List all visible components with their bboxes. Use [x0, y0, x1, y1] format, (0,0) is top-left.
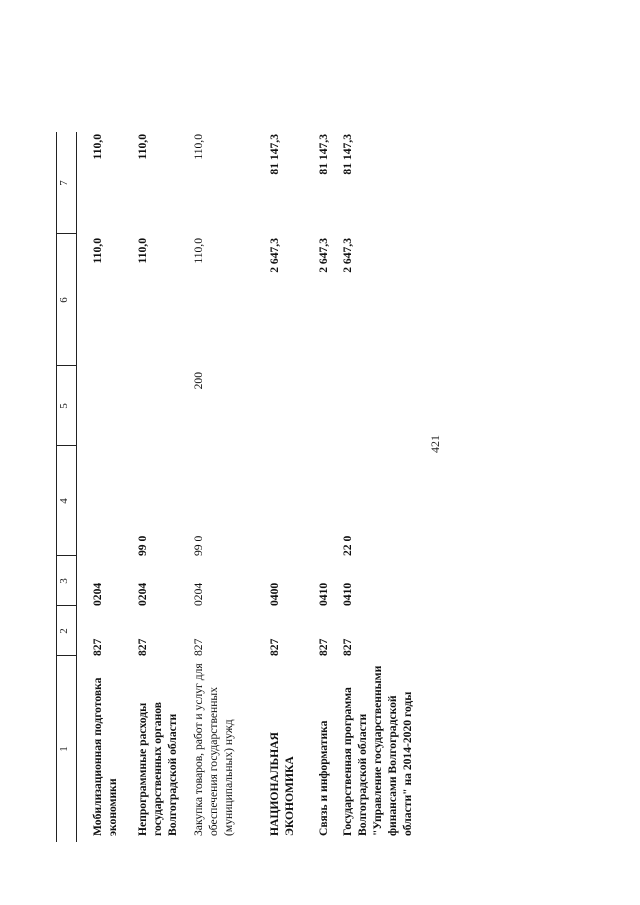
row-code-4: 99 0	[136, 535, 149, 556]
row-name: Государственная программа Волгоградской области "Управление государственными финансами Волгоградской области" на 2014-2020 годы	[341, 665, 414, 836]
budget-table-wrapper	[56, 132, 412, 842]
row-code-3: 0204	[91, 582, 104, 606]
row-amount-6: 110,0	[91, 238, 104, 264]
row-code-3: 0410	[317, 582, 330, 606]
row-code-3: 0204	[192, 582, 205, 606]
row-code-2: 827	[91, 638, 104, 656]
row-code-2: 827	[136, 638, 149, 656]
budget-table	[56, 132, 412, 842]
row-amount-7: 110,0	[192, 134, 205, 160]
row-amount-6: 110,0	[136, 238, 149, 264]
header-col-7: 7	[58, 180, 70, 186]
row-code-2: 827	[192, 638, 205, 656]
row-code-2: 827	[341, 638, 354, 656]
row-name: Непрограммные расходы государственных органов Волгоградской области	[136, 701, 179, 836]
header-col-3: 3	[58, 578, 70, 584]
row-name: Мобилизационная подготовка экономики	[91, 677, 119, 836]
header-col-6: 6	[58, 297, 70, 303]
header-col-1: 1	[58, 746, 70, 752]
row-amount-7: 81 147,3	[341, 134, 354, 175]
row-code-5: 200	[192, 372, 205, 390]
header-col-2: 2	[58, 628, 70, 634]
row-name: Закупка товаров, работ и услуг для обеспечения государственных (муниципальных) нужд	[192, 663, 235, 836]
row-code-3: 0400	[268, 582, 281, 606]
page-number: 421	[427, 435, 442, 453]
row-amount-6: 2 647,3	[317, 238, 330, 273]
row-amount-7: 81 147,3	[268, 134, 281, 175]
row-code-3: 0204	[136, 582, 149, 606]
row-amount-6: 110,0	[192, 238, 205, 264]
row-amount-6: 2 647,3	[341, 238, 354, 273]
row-amount-7: 110,0	[91, 134, 104, 160]
row-code-3: 0410	[341, 582, 354, 606]
header-col-4: 4	[58, 498, 70, 504]
row-name: НАЦИОНАЛЬНАЯ ЭКОНОМИКА	[268, 732, 296, 836]
row-code-2: 827	[268, 638, 281, 656]
row-amount-7: 110,0	[136, 134, 149, 160]
row-code-4: 99 0	[192, 535, 205, 556]
row-code-4: 22 0	[341, 535, 354, 556]
row-name: Связь и информатика	[317, 720, 330, 836]
row-amount-6: 2 647,3	[268, 238, 281, 273]
header-top-border	[56, 132, 57, 842]
row-amount-7: 81 147,3	[317, 134, 330, 175]
header-col-5: 5	[58, 403, 70, 409]
row-code-2: 827	[317, 638, 330, 656]
header-bottom-border	[76, 132, 77, 842]
